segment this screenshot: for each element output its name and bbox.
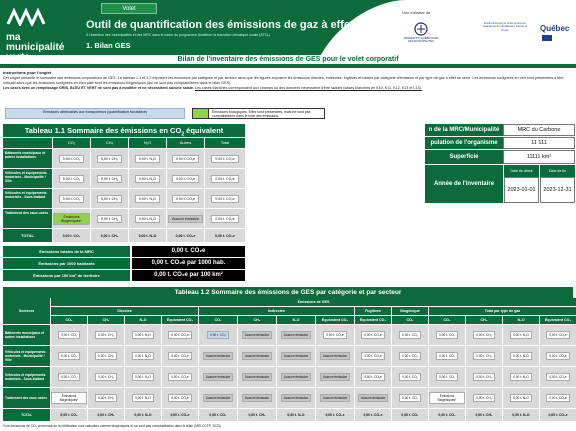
- table-cell: 0,00 t. CO₂: [436, 373, 458, 381]
- summary-value: 0,00 t. CO₂e: [130, 246, 245, 257]
- start-date-field[interactable]: 2023-01-01: [504, 177, 539, 203]
- area-label: Superficie: [425, 150, 503, 164]
- instructions-title: Instructions pour l'onglet: [3, 70, 52, 75]
- table-cell: 0,00 t. CO₂: [59, 195, 84, 203]
- row-label: Traitement des eaux usées: [3, 388, 50, 408]
- summary-label: Émissions par 100 km² de territoire: [3, 270, 130, 281]
- total-cell: 0,00 t. CO₂e: [540, 409, 576, 421]
- cell-wrap: [90, 149, 128, 168]
- cell-wrap: [88, 325, 124, 345]
- table-cell: 0,00 t. N₂O: [132, 331, 154, 339]
- table-row: [3, 188, 245, 208]
- instructions-p2b: Les cases blanches correspondent aux champs où des données nécessitent d'être saisies (cases blanches en K10, K11, K12, K13 et L13).: [195, 86, 422, 91]
- table-cell: 0,00 t. CO₂: [59, 155, 84, 163]
- row-label: Bâtiments municipaux et autres installations: [3, 325, 50, 345]
- total-cell: 0,00 t. N₂O: [503, 409, 539, 421]
- cell-wrap: [88, 388, 124, 408]
- cell-wrap: [392, 325, 428, 345]
- total-cell: 0,00 t. CO₂e: [204, 229, 245, 242]
- group-header: Total par type de gaz: [429, 307, 576, 315]
- org-name-field[interactable]: MRC du Carbone: [503, 124, 575, 136]
- table-cell: 0,00 t. CO₂: [399, 331, 421, 339]
- table-cell-none: Aucune émission: [281, 352, 311, 360]
- table-cell-none: Aucune émission: [281, 331, 311, 339]
- subcol-header: Équivalent CO₂: [316, 316, 354, 324]
- table-cell: 0,00 t. CO₂: [58, 352, 80, 360]
- cell-wrap: [429, 388, 465, 408]
- summary-row: [3, 258, 245, 269]
- table-cell: 0,00 t. CH₄: [473, 373, 495, 381]
- cell-wrap: [166, 169, 204, 188]
- cell-wrap: [355, 325, 391, 345]
- cell-wrap: [466, 367, 502, 387]
- table-cell: 0,00 t. N₂O: [510, 352, 532, 360]
- summary-label: Émissions par 1000 habitants: [3, 258, 130, 269]
- inventory-year: [425, 165, 575, 203]
- table-1-1-col: CO₂: [52, 138, 90, 148]
- table-cell: 0,00 t. CH₄: [95, 394, 117, 402]
- partner-quebec: [540, 24, 574, 42]
- cell-wrap: [429, 346, 465, 366]
- table-cell: 0,00 t. N₂O: [510, 394, 532, 402]
- cell-wrap: [52, 189, 90, 208]
- quebec-label: Québec: [540, 24, 570, 33]
- table-1-2: [3, 287, 573, 421]
- cell-wrap: [503, 367, 539, 387]
- table-cell: 0,00 t. N₂O: [510, 373, 532, 381]
- table-1-1-corner: [3, 138, 52, 148]
- total-cell: 0,00 t. CO₂e: [166, 229, 204, 242]
- table-cell: 0,00 t. N₂O: [135, 195, 160, 203]
- partner-fqm: [402, 22, 440, 43]
- cell-wrap: [503, 325, 539, 345]
- table-row: [3, 168, 245, 188]
- cell-wrap: [128, 169, 166, 188]
- info-row-name: [425, 124, 575, 136]
- table-cell-biogenic: Émissions Biogéniques*: [53, 213, 90, 225]
- partner-env-label: Environnement et Lutte contre les changements climatiques, Faune et Parcs: [482, 21, 528, 32]
- partner-env: [480, 22, 530, 32]
- table-cell: 0,00 t. CO₂: [59, 175, 84, 183]
- total-cell: 0,00 t. CH₄: [238, 409, 276, 421]
- population-label: pulation de l'organisme: [425, 137, 503, 149]
- table-cell: 0,00 t. CH₄: [473, 352, 495, 360]
- info-row-pop: [425, 137, 575, 149]
- table-cell: 0,00 t. CO₂e: [172, 195, 199, 203]
- total-label: TOTAL: [3, 409, 50, 421]
- table-cell-none: Aucune émission: [242, 394, 272, 402]
- table-cell: 0,00 t. CO₂e: [168, 352, 192, 360]
- cell-wrap: [52, 149, 90, 168]
- subcol-header: Équivalent CO₂: [540, 316, 576, 324]
- app-subtitle: À l'intention des municipalités et des MRC dans le cadre du programme Accélérer la transition climatique locale (ATCL): [86, 33, 271, 37]
- cell-wrap: [88, 367, 124, 387]
- table-cell-none: Aucune émission: [320, 352, 350, 360]
- table-cell: 0,00 t. CH₄: [95, 352, 117, 360]
- cell-wrap: [355, 367, 391, 387]
- table-cell-none: Aucune émission: [203, 394, 233, 402]
- cell-wrap: [162, 367, 198, 387]
- table-1-1-header-row: [3, 137, 245, 148]
- organization-info: [425, 124, 575, 203]
- table-cell: 0,00 t. CO₂e: [211, 195, 238, 203]
- cell-wrap: [277, 325, 315, 345]
- legend-green: [192, 108, 325, 119]
- cell-wrap: [277, 346, 315, 366]
- subcol-header: N₂O: [503, 316, 539, 324]
- cell-wrap: [51, 388, 87, 408]
- cell-wrap: [238, 325, 276, 345]
- table-cell: 0,00 t. N₂O: [132, 394, 154, 402]
- table-cell: Émissions Biogéniques*: [429, 392, 465, 404]
- cell-wrap: [429, 325, 465, 345]
- cell-wrap: [540, 388, 576, 408]
- cell-wrap: [199, 367, 237, 387]
- table-cell: 0,00 t. CO₂e: [211, 175, 238, 183]
- cell-wrap: [90, 189, 128, 208]
- cell-wrap: [204, 149, 245, 168]
- row-label: Véhicules et équipements motorisés - Sous-traitant: [3, 189, 52, 208]
- table-cell-none: Aucune émission: [242, 373, 272, 381]
- summary-row: [3, 270, 245, 281]
- cell-wrap: [125, 346, 161, 366]
- year-columns: [503, 165, 575, 203]
- cell-wrap: [162, 346, 198, 366]
- summary-row: [3, 246, 245, 257]
- total-cell: 0,00 t. CO₂: [199, 409, 237, 421]
- row-label: Véhicules et équipements motorisés - Municipalité / Ville: [3, 169, 52, 188]
- sector-header: Secteurs: [3, 298, 50, 324]
- table-cell: 0,00 t. CH₄: [95, 373, 117, 381]
- cell-wrap: [238, 367, 276, 387]
- instructions-p2a: Les cases avec un remplissage GRIS, BLEU ET VERT ne sont pas à modifier et ne nécessitent aucune saisie.: [3, 86, 195, 91]
- cell-wrap: [204, 169, 245, 188]
- subcol-header: CH₄: [466, 316, 502, 324]
- instructions-p1: Cet onglet présente le sommaire des émissions corporatives de GES. Le tableau 1.1 et 1.2 exposent les émissions par catégorie et par secteur alors que les figures exposent les émissions directes, indirectes, fugitives et totales par catégorie d'émission et par type de gaz à effet de serre. Les émissions surlignées en vert sont présentées à titre indicatif alors que les émissions surlignées en bleu pâle sont les émissions biogéniques (qui ne sont pas comptabilisées dans le bilan GES).: [3, 76, 564, 85]
- cell-wrap: [166, 209, 204, 228]
- subcol-header: N₂O: [125, 316, 161, 324]
- table-cell: 0,00 t. N₂O: [135, 175, 160, 183]
- subcol-header: N₂O: [277, 316, 315, 324]
- table-cell: 0,00 t. CO₂: [58, 373, 80, 381]
- total-cell: 0,00 t. CO₂e: [355, 409, 391, 421]
- cell-wrap: [204, 209, 245, 228]
- cell-wrap: [316, 388, 354, 408]
- table-cell: 0,00 t. CO₂e: [361, 373, 385, 381]
- cell-wrap: [355, 346, 391, 366]
- group-header: Fugitives: [355, 307, 391, 315]
- table-cell: 0,00 t. N₂O: [132, 352, 154, 360]
- cell-wrap: [162, 325, 198, 345]
- cell-wrap: [51, 346, 87, 366]
- subcol-header: CH₄: [88, 316, 124, 324]
- cell-wrap: [90, 209, 128, 228]
- legend-blue: Émissions attribuables aux transporteurs (quantification facultative): [5, 108, 185, 119]
- start-date-label: Date de début: [504, 165, 539, 177]
- cell-wrap: [466, 325, 502, 345]
- table-cell: Émissions Biogéniques*: [51, 392, 87, 404]
- info-row-area: [425, 150, 575, 164]
- total-cell: 0,00 t. CO₂: [392, 409, 428, 421]
- table-cell: 0,00 t. CO₂e: [168, 394, 192, 402]
- table-row: [3, 208, 245, 228]
- legend-green-swatch: [193, 109, 209, 118]
- subcol-header: Équivalent CO₂: [162, 316, 198, 324]
- inventory-year-label: Année de l'inventaire: [425, 165, 503, 203]
- cell-wrap: [204, 189, 245, 208]
- cell-wrap: [162, 388, 198, 408]
- total-cell: 0,00 t. N₂O: [277, 409, 315, 421]
- cell-wrap: [238, 388, 276, 408]
- cell-wrap: [392, 388, 428, 408]
- table-cell-none: Aucune émission: [320, 373, 350, 381]
- subcol-header: CO₂: [199, 316, 237, 324]
- cell-wrap: [316, 325, 354, 345]
- total-cell: 0,00 t. CO₂: [429, 409, 465, 421]
- cell-wrap: [277, 388, 315, 408]
- subcol-header: CO₂: [392, 316, 428, 324]
- cell-wrap: [199, 346, 237, 366]
- cell-wrap: [88, 346, 124, 366]
- cell-wrap: [199, 388, 237, 408]
- banner-title: Bilan de l'inventaire des émissions de GES pour le volet corporatif: [0, 55, 576, 64]
- cell-wrap: [166, 149, 204, 168]
- subcol-header: CO₂: [51, 316, 87, 324]
- total-cell: 0,00 t. CO₂: [51, 409, 87, 421]
- cell-wrap: [392, 346, 428, 366]
- table-cell: 0,00 t. N₂O: [135, 215, 160, 223]
- instructions-body: [3, 76, 573, 91]
- population-field[interactable]: 11 111: [503, 137, 575, 149]
- table-cell: 0,00 t. CH₄: [97, 215, 122, 223]
- end-date-field[interactable]: 2023-12-31: [540, 177, 575, 203]
- subcol-header: CO₂: [429, 316, 465, 324]
- table-cell: 0,00 t. CO₂: [58, 331, 80, 339]
- cell-wrap: [277, 367, 315, 387]
- partners-caption: Une initiative de: [402, 10, 431, 15]
- table-cell: 0,00 t. CH₄: [97, 195, 122, 203]
- subcol-header: CH₄: [238, 316, 276, 324]
- total-label: TOTAL: [3, 229, 52, 242]
- app-title: Outil de quantification des émissions de gaz à effet de serre: [86, 19, 400, 31]
- table-cell: 0,00 t. CH₄: [97, 155, 122, 163]
- table-1-1-title-sub: 2: [181, 131, 185, 138]
- subcol-header: Équivalent CO₂: [355, 316, 391, 324]
- logo-mark-icon: [6, 8, 46, 26]
- table-cell-none: Aucune émission: [203, 373, 233, 381]
- cell-wrap: [128, 209, 166, 228]
- table-cell: 0,00 t. CO₂e: [172, 175, 199, 183]
- total-cell: 0,00 t. CH₄: [90, 229, 128, 242]
- cell-wrap: [503, 388, 539, 408]
- fleur-de-lis-icon: [542, 35, 552, 41]
- table-cell-none: Aucune émission: [168, 215, 203, 223]
- cell-wrap: [51, 367, 87, 387]
- cell-wrap: [125, 325, 161, 345]
- row-label: Traitement des eaux usées: [3, 209, 52, 228]
- table-cell-none: Aucune émission: [203, 352, 233, 360]
- table-cell-none: Aucune émission: [281, 394, 311, 402]
- total-cell: 0,00 t. CO₂e: [316, 409, 354, 421]
- volet-tab[interactable]: Volet: [101, 3, 157, 14]
- table-cell: 0,00 t. CO₂: [207, 331, 229, 339]
- table-cell-none: Aucune émission: [358, 394, 388, 402]
- cell-wrap: [51, 325, 87, 345]
- table-cell: 0,00 t. CH₄: [95, 331, 117, 339]
- table-cell: 0,00 t. CO₂e: [546, 394, 570, 402]
- table-cell: 0,00 t. CO₂e: [168, 331, 192, 339]
- cell-wrap: [52, 209, 90, 228]
- app-header: [0, 0, 576, 62]
- row-label: Véhicules et équipements motorisés - Municipalité / Ville: [3, 346, 50, 366]
- table-cell-none: Aucune émission: [242, 352, 272, 360]
- table-cell: 0,00 t. CO₂e: [546, 373, 570, 381]
- fqm-logo-icon: [414, 22, 428, 36]
- row-label: Bâtiments municipaux et autres installations: [3, 149, 52, 168]
- cell-wrap: [392, 367, 428, 387]
- cell-wrap: [128, 189, 166, 208]
- table-cell: 0,00 t. CO₂: [399, 352, 421, 360]
- group-header: Biogénique: [392, 307, 428, 315]
- cell-wrap: [90, 169, 128, 188]
- table-cell: 0,00 t. CO₂: [399, 373, 421, 381]
- table-1-1-col: N₂O: [128, 138, 166, 148]
- table-cell: 0,00 t. CO₂: [399, 394, 421, 402]
- table-cell-none: Aucune émission: [281, 373, 311, 381]
- super-header: Émissions de GES: [51, 298, 576, 306]
- group-header: Indirectes: [199, 307, 354, 315]
- year-end-col: [539, 165, 575, 203]
- cell-wrap: [238, 346, 276, 366]
- total-cell: 0,00 t. N₂O: [125, 409, 161, 421]
- table-cell: 0,00 t. CO₂e: [546, 352, 570, 360]
- cell-wrap: [316, 346, 354, 366]
- table-1-2-grid: [3, 298, 573, 421]
- cell-wrap: [125, 388, 161, 408]
- cell-wrap: [466, 388, 502, 408]
- partner-fqm-label: FÉDÉRATION QUÉBÉCOISE DES MUNICIPALITÉS: [403, 37, 439, 43]
- org-name-label: n de la MRC/Municipalité: [425, 124, 503, 136]
- total-cell: 0,00 t. CO₂e: [162, 409, 198, 421]
- table-cell: 0,00 t. CO₂e: [211, 155, 238, 163]
- cell-wrap: [540, 346, 576, 366]
- cell-wrap: [355, 388, 391, 408]
- cell-wrap: [503, 346, 539, 366]
- table-cell: 0,00 t. N₂O: [132, 373, 154, 381]
- section-title: 1. Bilan GES: [86, 41, 131, 50]
- table-1-1-title-text: Tableau 1.1 Sommaire des émissions en CO: [24, 126, 182, 135]
- table-1-1-title-end: équivalent: [184, 126, 224, 135]
- summary-label: Émissions totales de la MRC: [3, 246, 130, 257]
- logo-line2: municipalité: [6, 42, 65, 53]
- table-cell: 0,00 t. CH₄: [97, 175, 122, 183]
- total-cell: 0,00 t. CH₄: [88, 409, 124, 421]
- table-row: [3, 148, 245, 168]
- table-cell: 0,00 t. N₂O: [510, 331, 532, 339]
- cell-wrap: [540, 367, 576, 387]
- cell-wrap: [316, 367, 354, 387]
- cell-wrap: [52, 169, 90, 188]
- total-cell: 0,00 t. CO₂: [52, 229, 90, 242]
- table-cell: 0,00 t. CO₂e: [172, 155, 199, 163]
- group-header: Directes: [51, 307, 198, 315]
- table-1-1-title: [3, 124, 245, 137]
- table-cell: 0,00 t. CH₄: [473, 331, 495, 339]
- table-1-2-title: Tableau 1.2 Sommaire des émissions de GES par catégorie et par secteur: [3, 287, 573, 298]
- table-cell: 0,00 t. CO₂e: [361, 331, 385, 339]
- table-1-1-col: Autres: [166, 138, 204, 148]
- cell-wrap: [125, 367, 161, 387]
- end-date-label: Date de fin: [540, 165, 575, 177]
- total-cell: 0,00 t. CH₄: [466, 409, 502, 421]
- area-field[interactable]: 11111 km²: [503, 150, 575, 164]
- table-1-1: [3, 124, 245, 242]
- table-cell: 0,00 t. CO₂: [436, 352, 458, 360]
- partner-logos: [402, 10, 574, 54]
- table-cell-none: Aucune émission: [320, 394, 350, 402]
- table-cell: 0,00 t. CO₂: [436, 331, 458, 339]
- cell-wrap: [199, 325, 237, 345]
- table-cell: 0,00 t. CO₂e: [546, 331, 570, 339]
- logo-ma-municipalite-verte: [6, 8, 68, 62]
- cell-wrap: [429, 367, 465, 387]
- table-1-1-col: CH₄: [90, 138, 128, 148]
- table-cell-none: Aucune émission: [242, 331, 272, 339]
- summary-value: 0,00 t. CO₂e par 100 km²: [130, 270, 245, 281]
- summary-value: 0,00 t. CO₂e par 1000 hab.: [130, 258, 245, 269]
- table-cell: 0,00 t. CH₄: [473, 394, 495, 402]
- table-cell: 0,00 t. CO₂e: [211, 215, 238, 223]
- table-cell: 0,00 t. CO₂e: [361, 352, 385, 360]
- table-cell: 0,00 t. N₂O: [135, 155, 160, 163]
- year-start-col: [503, 165, 539, 203]
- cell-wrap: [466, 346, 502, 366]
- table-1-1-col: Total: [204, 138, 245, 148]
- cell-wrap: [166, 189, 204, 208]
- emission-summary: [3, 246, 245, 282]
- table-cell: 0,00 t. CO₂e: [323, 331, 347, 339]
- cell-wrap: [540, 325, 576, 345]
- legend-green-label: Émissions biologiques. Elles sont présentées, mais ne sont pas comptabilisées dans le total des émissions.: [212, 110, 311, 118]
- footnote: *Les émissions de CO₂ provenant de la nitrification sont calculées comme biogéniques et ne sont pas comptabilisées dans le bilan (MELCCFP, 2023): [3, 424, 221, 428]
- table-cell: 0,00 t. CO₂e: [168, 373, 192, 381]
- cell-wrap: [128, 149, 166, 168]
- row-label: Véhicules et équipements motorisés - Sous-traitant: [3, 367, 50, 387]
- table-total-row: [3, 228, 245, 242]
- logo-line1: ma: [6, 32, 21, 43]
- total-cell: 0,00 t. N₂O: [128, 229, 166, 242]
